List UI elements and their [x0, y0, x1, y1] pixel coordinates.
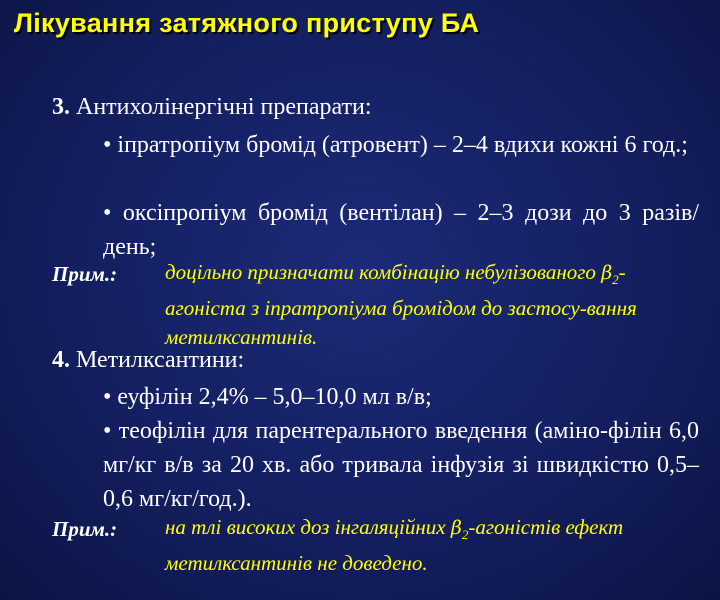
note-text: [165, 258, 697, 352]
beta-symbol: β: [601, 262, 613, 284]
section-heading-text: Метилксантини:: [76, 347, 245, 373]
section-number: 4.: [52, 347, 70, 373]
note-text-part: -агоністів ефект метилксантинів не доведено.: [165, 515, 624, 576]
section-heading: [52, 347, 244, 374]
slide-title: Лікування затяжного приступу БА: [14, 8, 480, 38]
note-text-part: -агоніста з іпратропіума бромідом до застосу-вання метилксантинів.: [165, 260, 637, 350]
bullet-theophylline: • теофілін для парентерального введення (аміно-філін 6,0 мг/кг в/в за 20 хв. або тривала інфузія зі швидкістю 0,5–0,6 мг/кг/год.).: [103, 418, 699, 512]
section-heading: [52, 94, 372, 121]
note-label: Прим.:: [52, 262, 118, 286]
note-label: Прим.:: [52, 517, 118, 541]
beta-subscript: 2: [461, 527, 469, 543]
note-text-part: на тлі високих доз інгаляційних: [165, 515, 451, 539]
beta-subscript: 2: [612, 272, 619, 288]
bullet-oxitropium: • оксіпропіум бромід (вентілан) – 2–3 дози до 3 разів/день;: [103, 200, 699, 260]
section-number: 3.: [52, 94, 70, 120]
bullet-euphylline: • еуфілін 2,4% – 5,0–10,0 мл в/в;: [103, 384, 432, 410]
bullet-ipratropium: • іпратропіум бромід (атровент) – 2–4 вдихи кожні 6 год.;: [103, 132, 688, 158]
note-text: [165, 513, 697, 578]
note-text-part: доцільно призначати комбінацію небулізованого: [165, 260, 602, 284]
section-heading-text: Антихолінергічні препарати:: [76, 94, 372, 120]
beta-symbol: β: [450, 517, 462, 539]
